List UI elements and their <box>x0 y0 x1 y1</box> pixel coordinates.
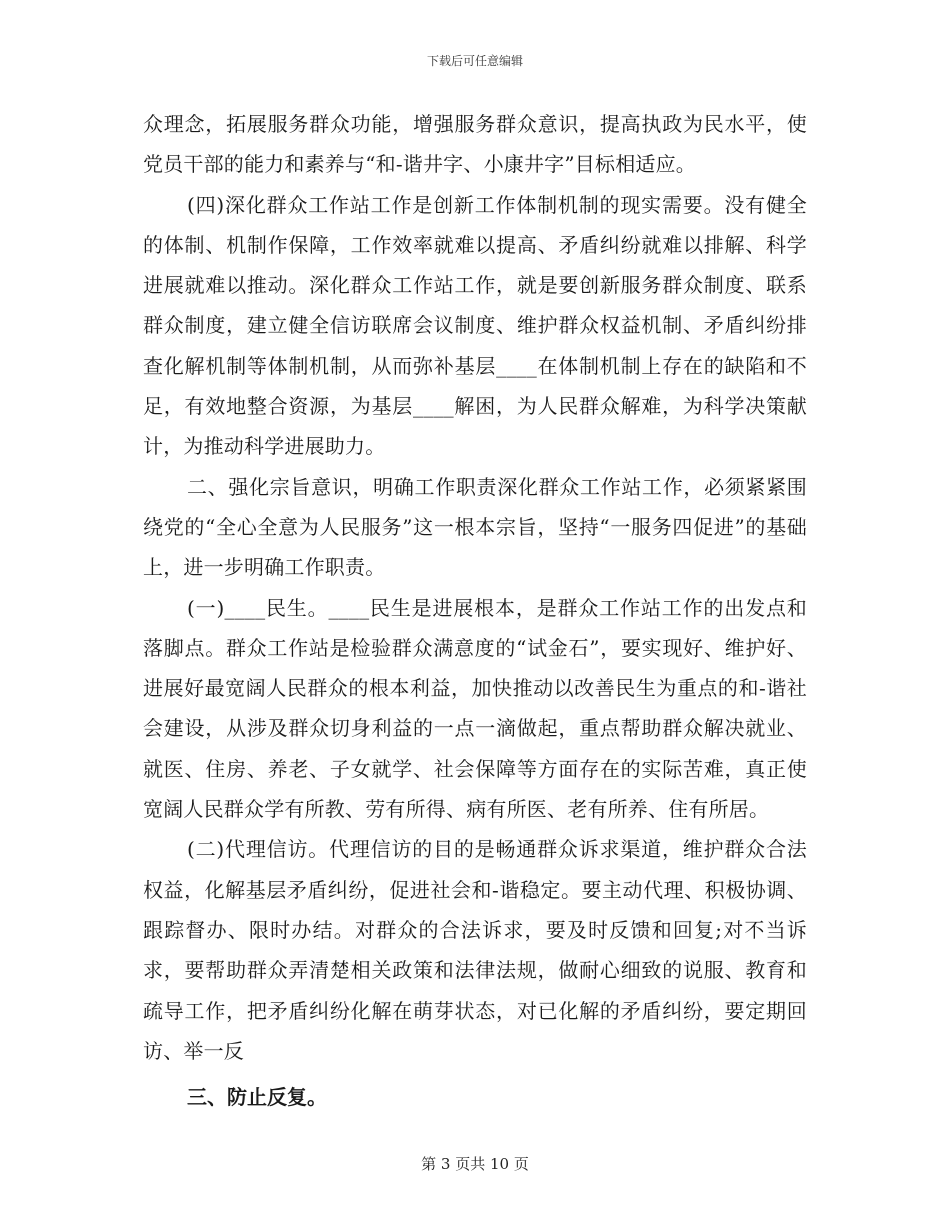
paragraph-item-two: (二)代理信访。代理信访的目的是畅通群众诉求渠道，维护群众合法权益，化解基层矛盾纠纷，促进社会和-谐稳定。要主动代理、积极协调、跟踪督办、限时办结。对群众的合法诉求，要及时反馈和回复;对不当诉求，要帮助群众弄清楚相关政策和法律法规，做耐心细致的说服、教育和疏导工作，把矛盾纠纷化解在萌芽状态，对已化解的矛盾纠纷，要定期回访、举一反 <box>143 837 807 1063</box>
paragraph-continuation: 众理念，拓展服务群众功能，增强服务群众意识，提高执政为民水平，使党员干部的能力和素养与“和-谐井字、小康井字”目标相适应。 <box>143 112 807 177</box>
page-number: 第 3 页共 10 页 <box>421 1155 529 1173</box>
page-header: 下载后可任意编辑 <box>426 54 523 68</box>
paragraph-heading-two: 二、强化宗旨意识，明确工作职责深化群众工作站工作，必须紧紧围绕党的“全心全意为人民服务”这一根本宗旨，坚持“一服务四促进”的基础上，进一步明确工作职责。 <box>143 474 807 580</box>
section-heading-three: 三、防止反复。 <box>187 1085 327 1110</box>
paragraph-section-four: (四)深化群众工作站工作是创新工作体制机制的现实需要。没有健全的体制、机制作保障，工作效率就难以提高、矛盾纠纷就难以排解、科学进展就难以推动。深化群众工作站工作，就是要创新服务群众制度、联系群众制度，建立健全信访联席会议制度、维护群众权益机制、矛盾纠纷排查化解机制等体制机制，从而弥补基层____在体制机制上存在的缺陷和不足，有效地整合资源，为基层____解困，为人民群众解难，为科学决策献计，为推动科学进展助力。 <box>143 192 807 459</box>
document-body <box>143 104 807 1117</box>
paragraph-item-one: (一)____民生。____民生是进展根本，是群众工作站工作的出发点和落脚点。群众工作站是检验群众满意度的“试金石”，要实现好、维护好、进展好最宽阔人民群众的根本利益，加快推动以改善民生为重点的和-谐社会建设，从涉及群众切身利益的一点一滴做起，重点帮助群众解决就业、就医、住房、养老、子女就学、社会保障等方面存在的实际苦难，真正使宽阔人民群众学有所教、劳有所得、病有所医、老有所养、住有所居。 <box>143 595 807 822</box>
